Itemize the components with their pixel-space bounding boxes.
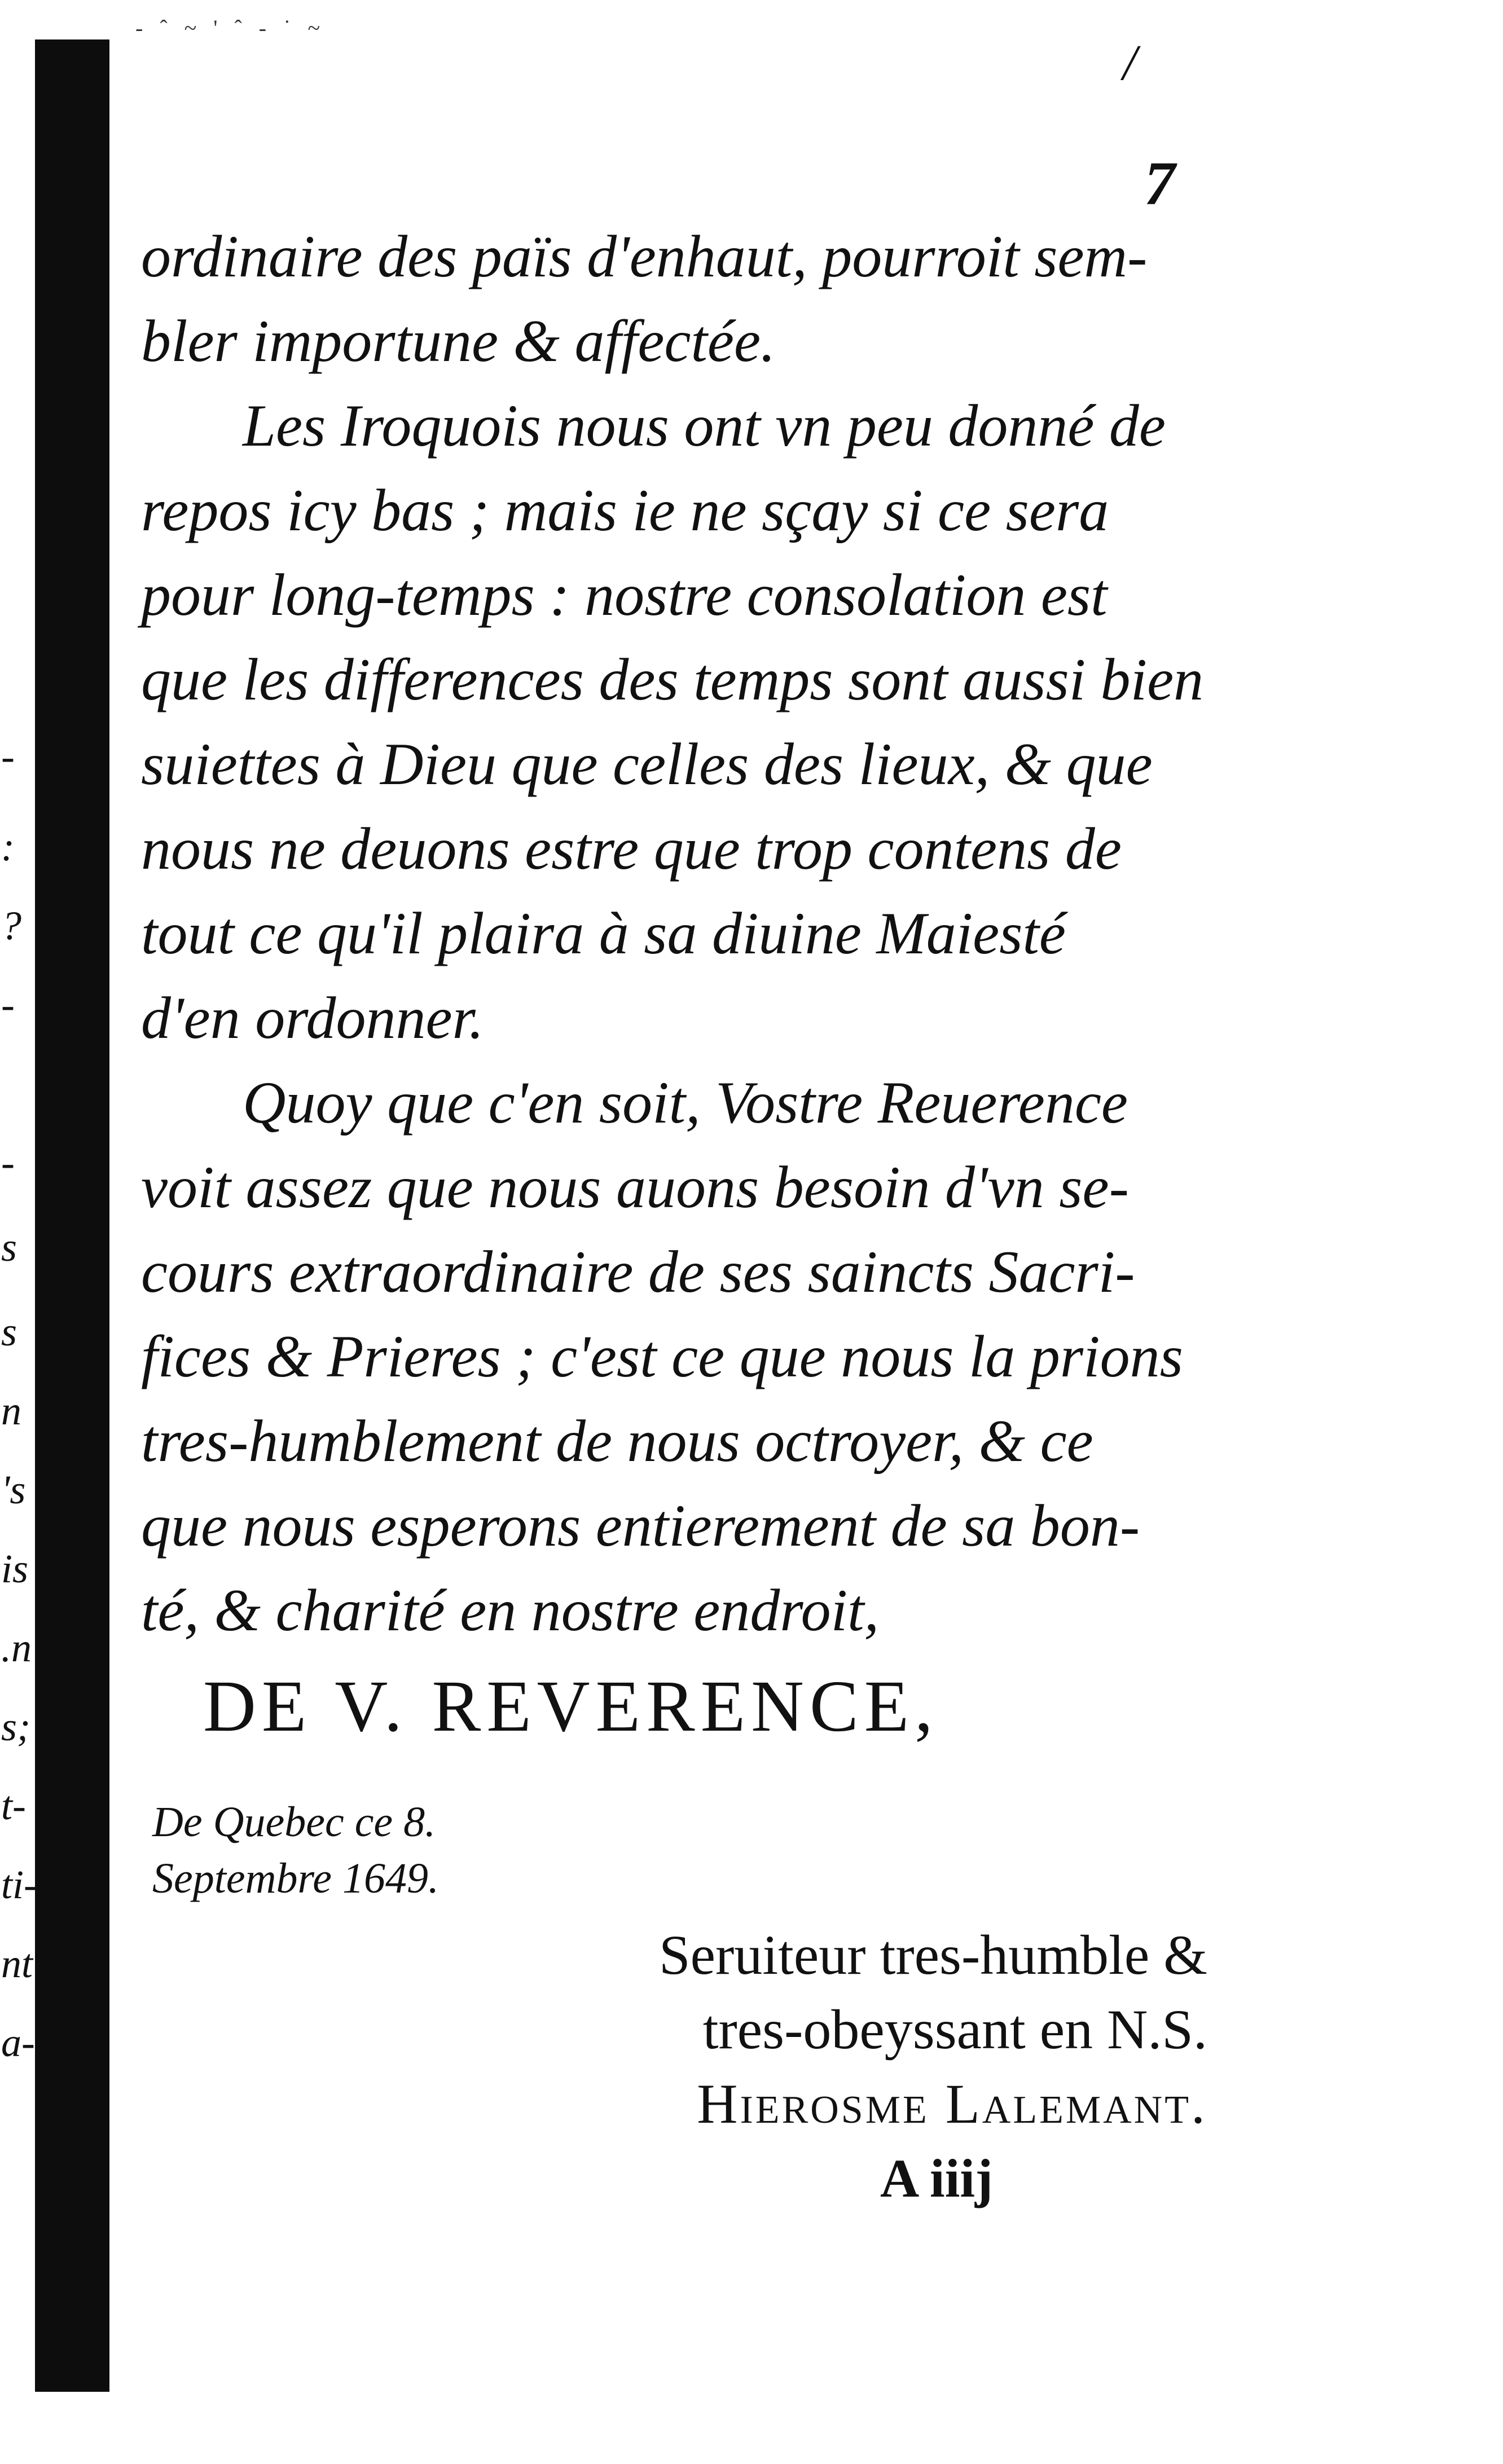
margin-fragment: - [1,982,15,1027]
text-line: que les differences des temps sont aussi bien [141,646,1204,712]
margin-fragments [0,0,37,2464]
text-line: tres-humblement de nous octroyer, & ce [141,1408,1093,1474]
margin-fragment: ti- [1,1862,37,1907]
text-line: nous ne deuons estre que trop contens de [141,816,1122,882]
margin-fragment: s [1,1225,17,1270]
dateline-place: De Quebec ce 8. [152,1798,436,1846]
margin-fragment: 's [1,1467,26,1512]
margin-fragment: t- [1,1783,26,1828]
top-specks: - ˆ ~ ' ˆ - ˙ ~ [135,15,326,41]
margin-fragment: nt [1,1941,33,1986]
margin-fragment: - [1,734,15,779]
signature-mark: A iiij [880,2148,993,2208]
text-line: que nous esperons entierement de sa bon- [141,1493,1140,1559]
body-text [141,214,1213,1653]
corner-mark: / [1123,35,1137,91]
signature-line: tres-obeyssant en N.S. [702,1998,1207,2061]
margin-fragment: : [1,824,15,869]
text-line: cours extraordinaire de ses saincts Sacri- [141,1239,1135,1305]
margin-fragment: s; [1,1704,30,1749]
margin-fragment: ? [1,903,21,948]
text-line: té, & charité en nostre endroit, [141,1577,880,1643]
binding-shadow [35,39,109,2392]
margin-fragment: is [1,1546,29,1591]
text-line: bler importune & affectée. [141,308,776,374]
margin-fragment: s [1,1309,17,1354]
margin-fragment: - [1,1140,15,1185]
margin-fragment: .n [1,1625,32,1670]
margin-fragment: n [1,1388,21,1433]
text-line: Les Iroquois nous ont vn peu donné de [243,393,1166,459]
text-line: repos icy bas ; mais ie ne sçay si ce sera [141,477,1109,543]
text-line: fices & Prieres ; c'est ce que nous la prions [141,1323,1183,1389]
closing-salutation: DE V. REVERENCE, [203,1666,939,1747]
text-line: voit assez que nous auons besoin d'vn se- [141,1154,1129,1220]
text-line: suiettes à Dieu que celles des lieux, & que [141,731,1153,797]
text-line: Quoy que c'en soit, Vostre Reuerence [243,1070,1128,1136]
signer-name: Hierosme Lalemant. [697,2073,1207,2135]
text-line: pour long-temps : nostre consolation est [141,562,1108,628]
text-line: ordinaire des païs d'enhaut, pourroit sem- [141,223,1148,289]
text-line: tout ce qu'il plaira à sa diuine Maiesté [141,900,1066,966]
margin-fragment: a- [1,2020,35,2065]
signature-line: Seruiteur tres-humble & [659,1924,1207,1986]
dateline-date: Septembre 1649. [152,1855,439,1902]
page-number: 7 [1144,149,1175,218]
signature-block [542,1918,1207,2216]
text-line: d'en ordonner. [141,985,484,1051]
dateline [152,1794,439,1907]
